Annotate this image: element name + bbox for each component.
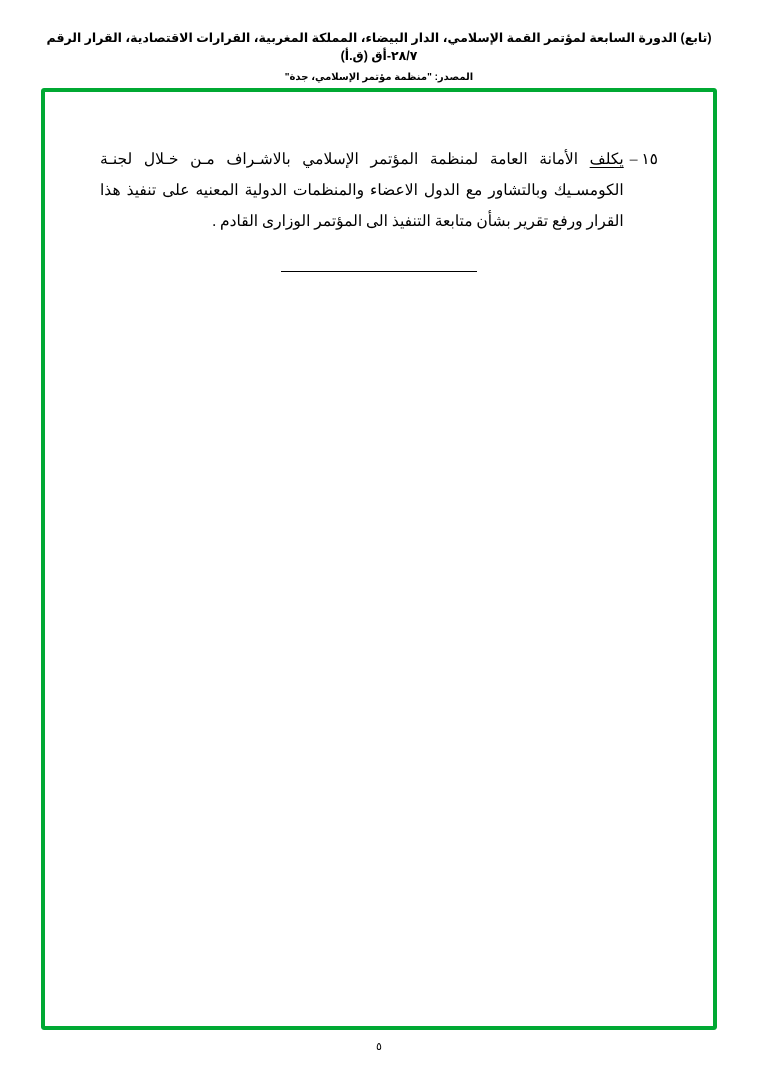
- page-header: [0, 30, 758, 83]
- clause-number: ١٥ –: [629, 151, 658, 168]
- document-body: [100, 144, 658, 272]
- clause-15: [100, 144, 658, 237]
- page-number: ٥: [376, 1041, 382, 1053]
- section-separator: [281, 271, 477, 272]
- clause-remainder: الأمانة العامة لمنظمة المؤتمر الإسلامي بالاشـراف مـن خـلال لجنـة الكومسـيك وبالتشاور مع الدول الاعضاء والمنظمات الدولية المعنيه على تنفيذ هذا القرار ورفع تقرير بشأن متابعة التنفيذ الى المؤتمر الوزارى القادم .: [100, 151, 624, 230]
- clause-keyword: يكلف: [589, 151, 624, 168]
- header-title: (تابع) الدورة السابعة لمؤتمر القمة الإسلامي، الدار البيضاء، المملكة المغربية، القرارات الاقتصادية، القرار الرقم ٢٨/٧-أق (ق.أ): [46, 31, 712, 63]
- page-footer: [0, 1040, 758, 1053]
- section-separator-wrap: [100, 271, 658, 272]
- green-page-frame: [41, 88, 717, 1030]
- header-source: المصدر: "منظمة مؤتمر الإسلامي، جدة": [284, 72, 474, 83]
- clause-text: [100, 144, 624, 237]
